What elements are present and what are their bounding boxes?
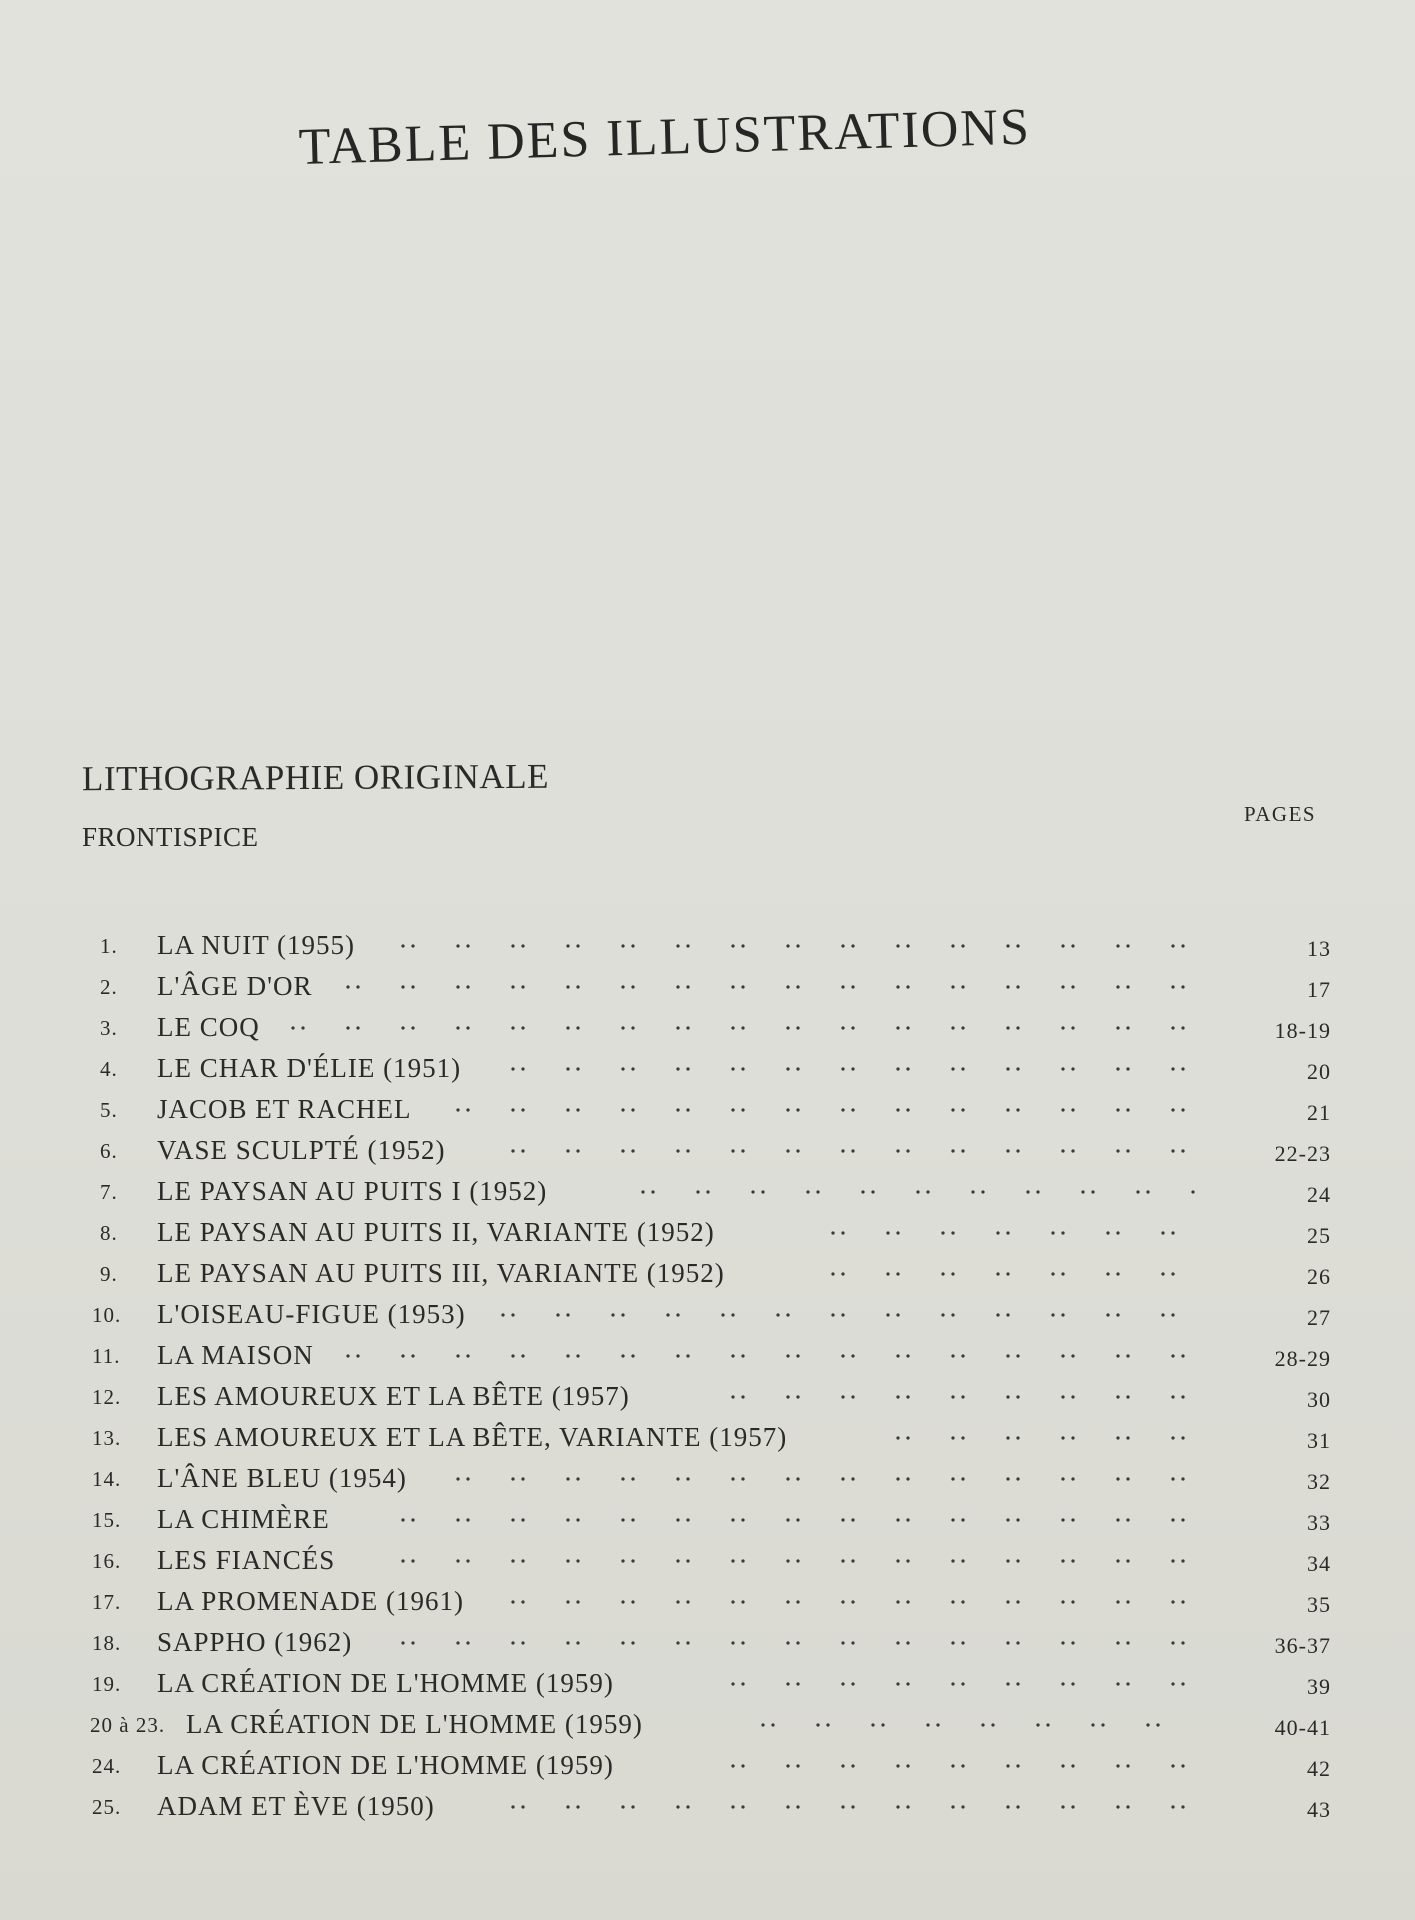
entry-page: 43 <box>1307 1797 1331 1822</box>
entry-title: LES AMOUREUX ET LA BÊTE, VARIANTE (1957) <box>157 1422 788 1452</box>
entry-title: LA NUIT (1955) <box>157 930 355 960</box>
entry-number: 3. <box>100 1016 118 1040</box>
list-item <box>0 1053 1415 1093</box>
entry-number: 11. <box>92 1344 121 1368</box>
entry-title: LA CRÉATION DE L'HOMME (1959) <box>157 1668 614 1698</box>
list-item <box>0 1709 1415 1749</box>
entry-title: SAPPHO (1962) <box>157 1627 353 1657</box>
list-item <box>0 1422 1415 1462</box>
dot-leader <box>510 1592 1200 1612</box>
entry-page: 26 <box>1307 1264 1331 1289</box>
dot-leader <box>400 1633 1200 1653</box>
entry-number: 5. <box>100 1098 118 1122</box>
entry-page: 33 <box>1307 1510 1331 1535</box>
entry-number: 14. <box>92 1467 122 1491</box>
entry-title: LA PROMENADE (1961) <box>157 1586 464 1616</box>
entry-page: 42 <box>1307 1756 1331 1781</box>
entry-title: ADAM ET ÈVE (1950) <box>157 1791 435 1821</box>
entry-page: 39 <box>1307 1674 1331 1699</box>
list-item <box>0 1258 1415 1298</box>
entry-page: 18-19 <box>1274 1018 1331 1043</box>
entry-number: 10. <box>92 1303 122 1327</box>
list-item <box>0 1299 1415 1339</box>
dot-leader <box>345 977 1200 997</box>
entry-page: 30 <box>1307 1387 1331 1412</box>
entry-page: 36-37 <box>1274 1633 1331 1658</box>
list-item <box>0 1791 1415 1831</box>
dot-leader <box>510 1141 1200 1161</box>
list-item <box>0 930 1415 970</box>
dot-leader <box>400 1510 1200 1530</box>
entry-page: 28-29 <box>1274 1346 1331 1371</box>
dot-leader <box>455 1100 1200 1120</box>
dot-leader <box>640 1182 1200 1202</box>
entry-title: L'OISEAU-FIGUE (1953) <box>157 1299 466 1329</box>
dot-leader <box>830 1223 1200 1243</box>
dot-leader <box>400 1551 1200 1571</box>
entry-number: 2. <box>100 975 118 999</box>
entry-title: LES FIANCÉS <box>157 1545 336 1575</box>
entry-number: 1. <box>100 934 118 958</box>
dot-leader <box>730 1674 1200 1694</box>
entry-number: 4. <box>100 1057 118 1081</box>
entry-page: 21 <box>1307 1100 1331 1125</box>
entry-page: 40-41 <box>1274 1715 1331 1740</box>
dot-leader <box>455 1469 1200 1489</box>
list-item <box>0 1176 1415 1216</box>
entry-page: 25 <box>1307 1223 1331 1248</box>
section-title: LITHOGRAPHIE ORIGINALE <box>81 756 550 799</box>
entry-number: 18. <box>92 1631 122 1655</box>
entry-number: 13. <box>92 1426 122 1450</box>
entry-page: 24 <box>1307 1182 1331 1207</box>
list-item <box>0 1217 1415 1257</box>
entry-title: LE PAYSAN AU PUITS I (1952) <box>157 1176 548 1206</box>
list-item <box>0 1750 1415 1790</box>
entry-title: LA CRÉATION DE L'HOMME (1959) <box>157 1750 614 1780</box>
entry-number: 15. <box>92 1508 122 1532</box>
list-item <box>0 1381 1415 1421</box>
dot-leader <box>510 1059 1200 1079</box>
entry-title: LE CHAR D'ÉLIE (1951) <box>157 1053 462 1083</box>
list-item <box>0 1627 1415 1667</box>
entry-title: VASE SCULPTÉ (1952) <box>157 1135 446 1165</box>
pages-column-header: PAGES <box>1244 802 1317 826</box>
entry-number: 19. <box>92 1672 122 1696</box>
entry-number: 12. <box>92 1385 122 1409</box>
page-title: TABLE DES ILLUSTRATIONS <box>298 98 1032 176</box>
entry-number: 8. <box>100 1221 118 1245</box>
entry-number: 6. <box>100 1139 118 1163</box>
entry-number: 25. <box>92 1795 122 1819</box>
dot-leader <box>830 1264 1200 1284</box>
entry-number: 16. <box>92 1549 122 1573</box>
entry-page: 20 <box>1307 1059 1331 1084</box>
dot-leader <box>500 1305 1200 1325</box>
entry-title: LE PAYSAN AU PUITS III, VARIANTE (1952) <box>157 1258 725 1288</box>
list-item <box>0 1668 1415 1708</box>
list-item <box>0 1545 1415 1585</box>
entry-number: 17. <box>92 1590 122 1614</box>
dot-leader <box>895 1428 1200 1448</box>
dot-leader <box>510 1797 1200 1817</box>
list-item <box>0 1463 1415 1503</box>
dot-leader <box>730 1756 1200 1776</box>
entry-title: LE PAYSAN AU PUITS II, VARIANTE (1952) <box>157 1217 715 1247</box>
list-item <box>0 1012 1415 1052</box>
entry-page: 22-23 <box>1274 1141 1331 1166</box>
dot-leader <box>345 1346 1200 1366</box>
entry-title: LA CRÉATION DE L'HOMME (1959) <box>186 1709 643 1739</box>
entry-page: 35 <box>1307 1592 1331 1617</box>
entry-number: 20 à 23. <box>90 1713 166 1737</box>
dot-leader <box>730 1387 1200 1407</box>
entry-page: 27 <box>1307 1305 1331 1330</box>
list-item <box>0 971 1415 1011</box>
entry-title: JACOB ET RACHEL <box>157 1094 412 1124</box>
entry-page: 32 <box>1307 1469 1331 1494</box>
entry-title: LES AMOUREUX ET LA BÊTE (1957) <box>157 1381 630 1411</box>
entry-number: 7. <box>100 1180 118 1204</box>
list-item <box>0 1135 1415 1175</box>
list-item <box>0 1586 1415 1626</box>
entry-page: 34 <box>1307 1551 1331 1576</box>
entry-title: L'ÂNE BLEU (1954) <box>157 1463 407 1493</box>
list-item <box>0 1094 1415 1134</box>
entry-title: LA MAISON <box>157 1340 314 1370</box>
dot-leader <box>400 936 1200 956</box>
entry-title: L'ÂGE D'OR <box>157 971 313 1001</box>
entry-page: 13 <box>1307 936 1331 961</box>
dot-leader <box>760 1715 1200 1735</box>
entry-page: 31 <box>1307 1428 1331 1453</box>
entry-number: 24. <box>92 1754 122 1778</box>
entry-title: LA CHIMÈRE <box>157 1504 330 1534</box>
list-item <box>0 1340 1415 1380</box>
entry-title: LE COQ <box>157 1012 260 1042</box>
dot-leader <box>290 1018 1200 1038</box>
entry-number: 9. <box>100 1262 118 1286</box>
section-subtitle: FRONTISPICE <box>82 822 259 852</box>
entry-page: 17 <box>1307 977 1331 1002</box>
list-item <box>0 1504 1415 1544</box>
